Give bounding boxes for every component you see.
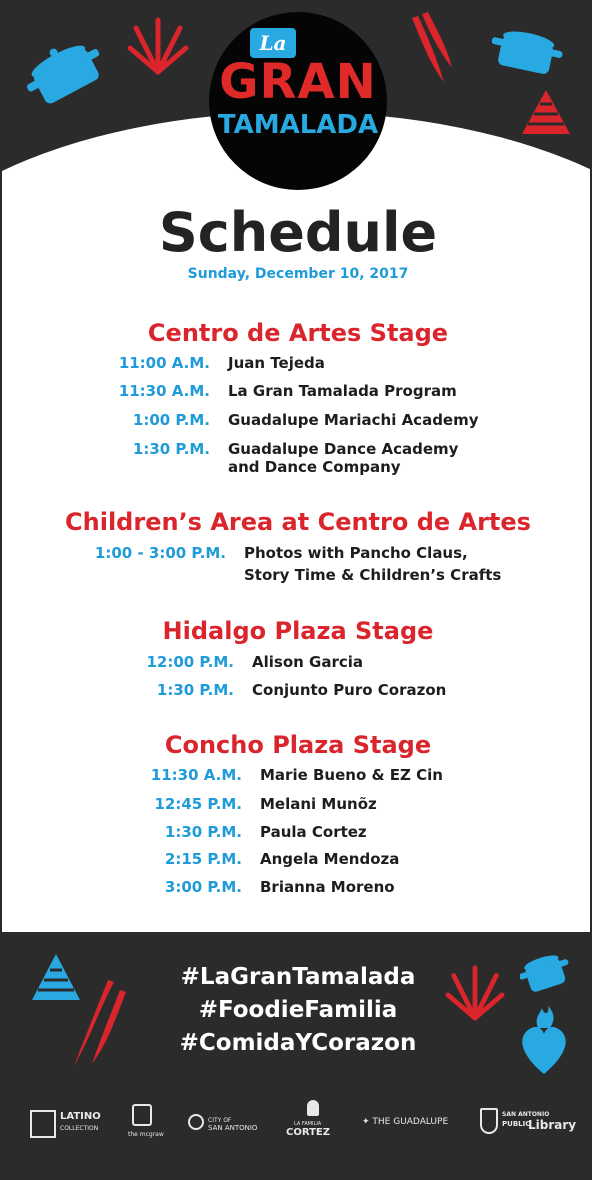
sponsor-guadalupe: ✦ THE GUADALUPE	[362, 1117, 449, 1127]
hashtag: #ComidaYCorazon	[179, 1030, 417, 1056]
schedule-act: Photos with Pancho Claus,	[244, 544, 468, 562]
schedule-time: 2:15 P.M.	[164, 850, 242, 868]
sponsor-mcgraw: the mcgraw	[128, 1131, 164, 1138]
schedule-act: Juan Tejeda	[228, 354, 325, 372]
logo-gran: GRAN	[219, 54, 377, 110]
mcgraw-logo-icon	[132, 1104, 152, 1126]
section-title-hidalgo-plaza: Hidalgo Plaza Stage	[162, 617, 434, 645]
schedule-act: Marie Bueno & EZ Cin	[260, 766, 443, 784]
schedule-act: La Gran Tamalada Program	[228, 382, 457, 400]
sponsor-latino-collection: LATINO	[60, 1111, 101, 1122]
sponsor-library: Library	[528, 1118, 577, 1132]
hashtag: #LaGranTamalada	[180, 964, 416, 990]
sponsor-guadalupe-label: THE GUADALUPE	[372, 1117, 449, 1127]
city-seal-icon	[188, 1114, 204, 1130]
schedule-act-line2: and Dance Company	[228, 458, 401, 476]
schedule-act: Angela Mendoza	[260, 850, 400, 868]
schedule-act-line2: Story Time & Children’s Crafts	[244, 566, 502, 584]
schedule-time: 1:00 P.M.	[132, 411, 210, 429]
hashtag: #FoodieFamilia	[198, 997, 398, 1023]
sponsor-latino-collection-sub: COLLECTION	[60, 1125, 99, 1132]
chili-pepper-icon	[400, 12, 456, 88]
pot-icon	[488, 22, 564, 84]
event-date: Sunday, December 10, 2017	[187, 266, 409, 282]
sponsor-city: CITY OF	[208, 1117, 232, 1124]
section-title-centro-de-artes: Centro de Artes Stage	[147, 319, 449, 347]
logo-tamalada: TAMALADA	[217, 110, 379, 140]
pyramid-icon	[518, 86, 574, 138]
section-title-childrens-area: Children’s Area at Centro de Artes	[65, 508, 531, 536]
sponsor-city-sub: SAN ANTONIO	[208, 1124, 258, 1132]
section-title-concho-plaza: Concho Plaza Stage	[164, 731, 432, 759]
schedule-time: 1:30 P.M.	[164, 823, 242, 841]
schedule-time: 1:30 P.M.	[132, 440, 210, 458]
schedule-time: 1:30 P.M.	[156, 681, 234, 699]
schedule-time: 3:00 P.M.	[164, 878, 242, 896]
sponsor-library-public: PUBLIC	[502, 1120, 531, 1128]
agave-icon	[126, 14, 190, 76]
library-logo-icon	[480, 1108, 498, 1134]
pot-icon	[18, 30, 110, 114]
schedule-time: 11:30 A.M.	[150, 766, 242, 784]
schedule-time: 12:00 P.M.	[146, 653, 234, 671]
logo-la: La	[250, 28, 296, 58]
footer	[2, 932, 592, 1180]
schedule-time: 11:30 A.M.	[118, 382, 210, 400]
schedule-time: 12:45 P.M.	[154, 795, 242, 813]
schedule-act: Guadalupe Dance Academy	[228, 440, 459, 458]
page-title: Schedule	[158, 201, 438, 264]
schedule-act: Melani Munõz	[260, 795, 377, 813]
schedule-act: Guadalupe Mariachi Academy	[228, 411, 479, 429]
schedule-act: Alison Garcia	[252, 653, 364, 671]
schedule-act: Paula Cortez	[260, 823, 367, 841]
latino-collection-logo-icon	[30, 1110, 56, 1138]
sponsor-cortez: CORTEZ	[286, 1127, 330, 1138]
schedule-time: 1:00 - 3:00 P.M.	[94, 544, 226, 562]
sponsor-cortez-sub: LA FAMILIA	[294, 1121, 322, 1127]
schedule-time: 11:00 A.M.	[118, 354, 210, 372]
schedule-act: Conjunto Puro Corazon	[252, 681, 447, 699]
cortez-logo-icon	[307, 1100, 319, 1116]
sponsor-library-top: SAN ANTONIO	[502, 1111, 550, 1118]
schedule-act: Brianna Moreno	[260, 878, 395, 896]
